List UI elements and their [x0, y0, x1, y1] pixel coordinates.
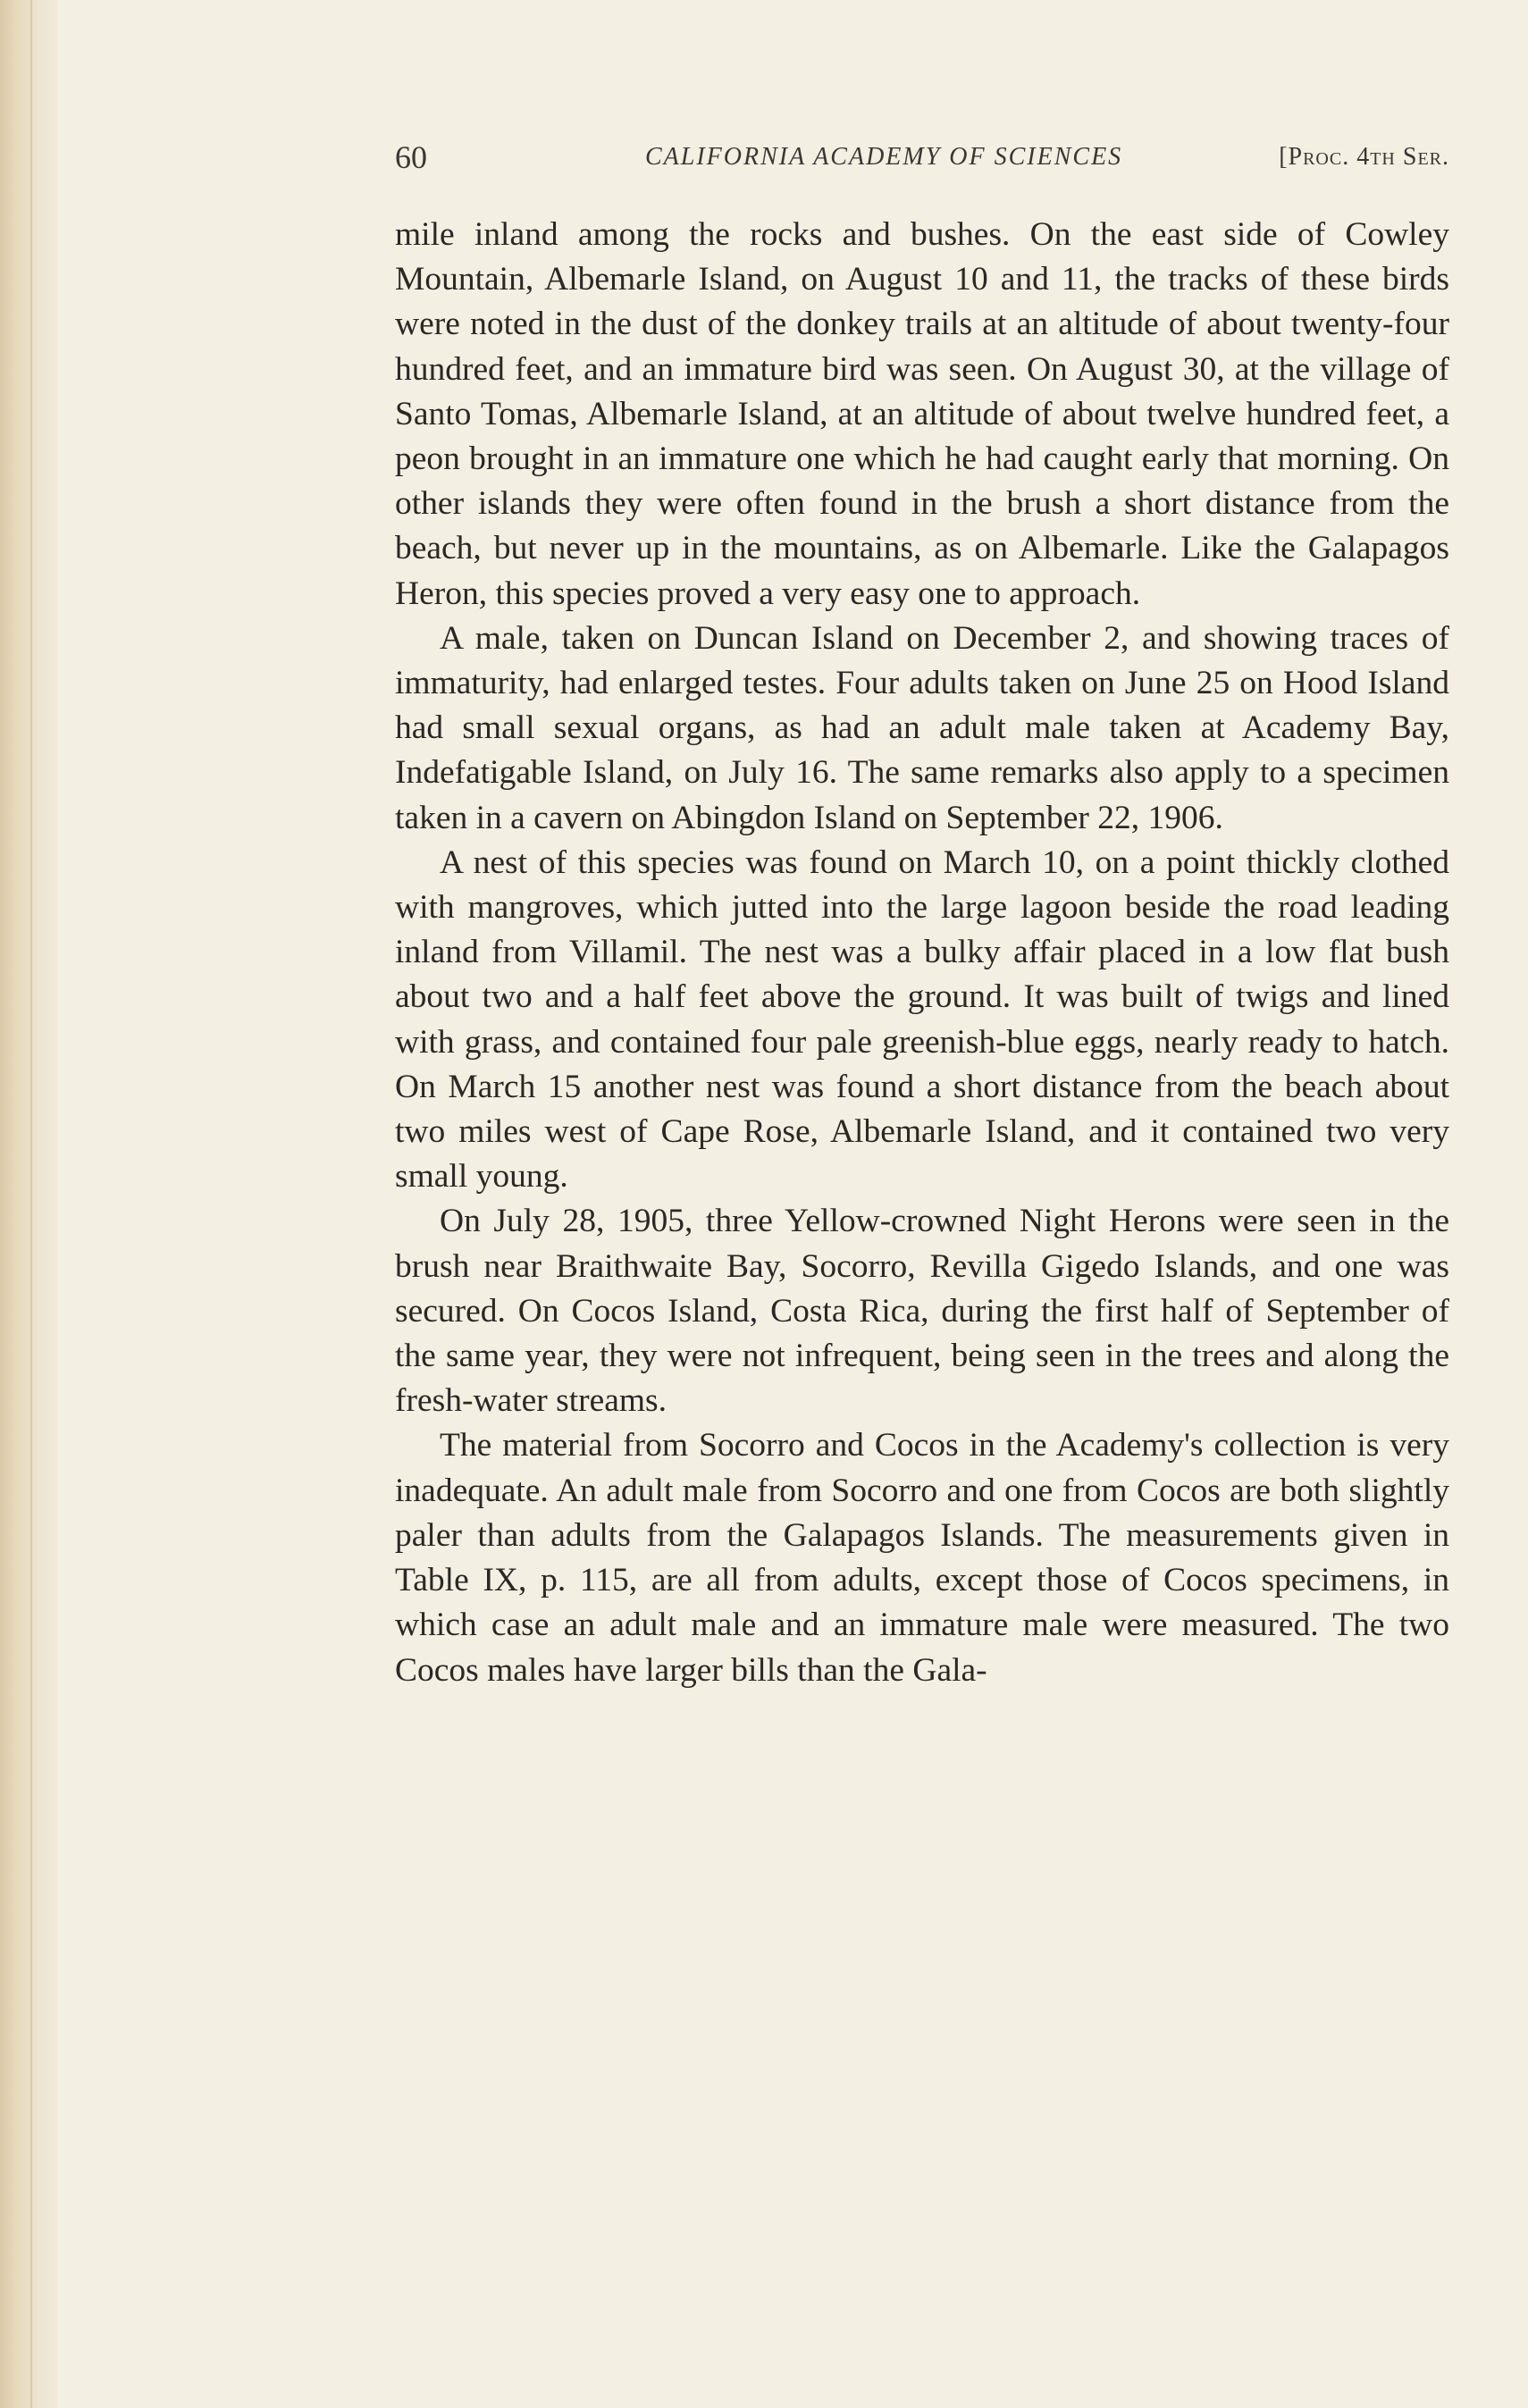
paragraph-5: The material from Socorro and Cocos in the Academy's collection is very inadequate. An adult male from Socorro and one from Cocos are both slightly paler than adults from the Galapagos Islands. The measurements given in Table IX, p. 115, are all from adults, except those of Cocos specimens, in which case an adult male and an immature male were measured. The two Cocos males have larger bills than the Gala- [395, 1427, 1449, 1689]
paragraph-4: On July 28, 1905, three Yellow-crowned Night Herons were seen in the brush near Braithwaite Bay, Socorro, Revilla Gigedo Islands, and one was secured. On Cocos Island, Costa Rica, during the first half of September of the same year, they were not infrequent, being seen in the trees and along the fresh-water streams. [395, 1203, 1449, 1420]
page-binding-edge [0, 0, 57, 2408]
series-label: [Proc. 4th Ser. [1279, 143, 1449, 171]
paragraph-2: A male, taken on Duncan Island on December 2, and showing traces of immaturity, had enlarged testes. Four adults taken on June 25 on Hood Island had small sexual organs, as had an adult male taken at Academy Bay, Indefatigable Island, on July 16. The same remarks also apply to a specimen taken in a cavern on Abingdon Island on September 22, 1906. [395, 619, 1449, 836]
paragraph-3: A nest of this species was found on March 10, on a point thickly clothed with mangroves, which jutted into the large lagoon beside the road leading inland from Villamil. The nest was a bulky affair placed in a low flat bush about two and a half feet above the ground. It was built of twigs and lined with grass, and contained four pale greenish-blue eggs, nearly ready to hatch. On March 15 another nest was found a short distance from the beach about two miles west of Cape Rose, Albemarle Island, and it contained two very small young. [395, 843, 1449, 1196]
running-head [395, 134, 1449, 180]
page-number: 60 [395, 139, 427, 175]
body-text [395, 213, 1449, 1693]
journal-title: CALIFORNIA ACADEMY OF SCIENCES [645, 143, 1123, 171]
book-page [395, 134, 1449, 1693]
page-binding-line [30, 0, 32, 2408]
paragraph-1: mile inland among the rocks and bushes. On the east side of Cowley Mountain, Albemarle Island, on August 10 and 11, the tracks of these birds were noted in the dust of the donkey trails at an altitude of about twenty-four hundred feet, and an immature bird was seen. On August 30, at the village of Santo Tomas, Albemarle Island, at an altitude of about twelve hundred feet, a peon brought in an immature one which he had caught early that morning. On other islands they were often found in the brush a short distance from the beach, but never up in the mountains, as on Albemarle. Like the Galapagos Heron, this species proved a very easy one to approach. [395, 216, 1449, 612]
